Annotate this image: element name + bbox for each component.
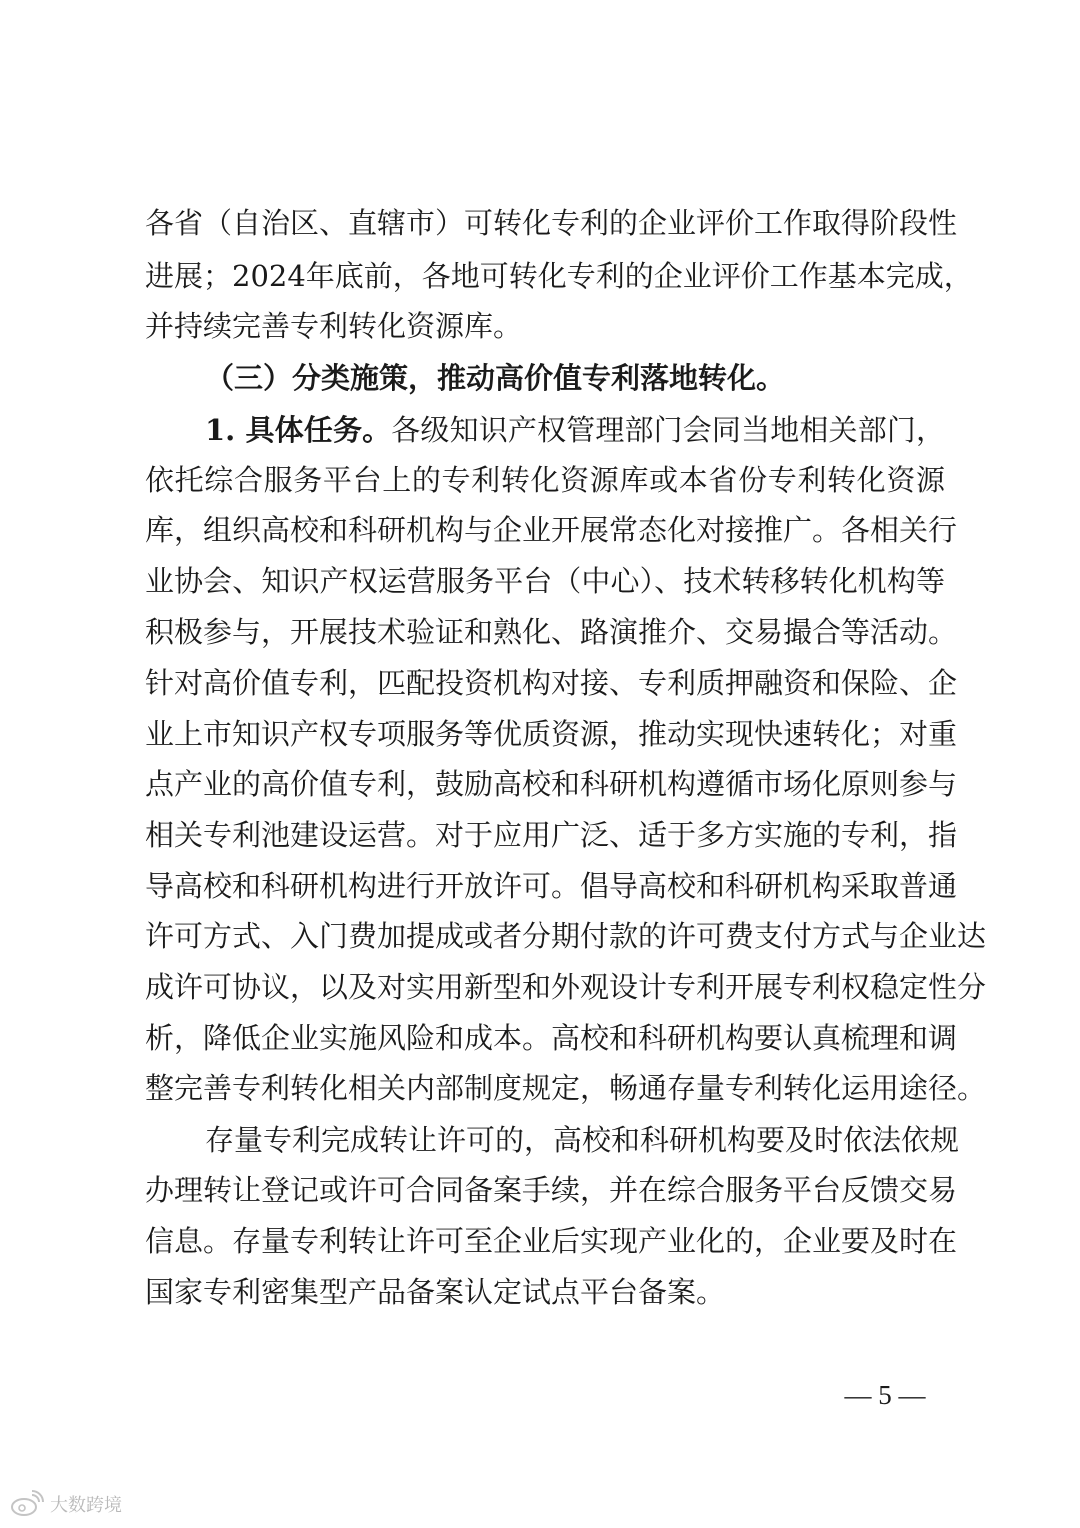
section-heading: （三）分类施策，推动高价值专利落地转化。	[205, 361, 786, 395]
page-number: — 5 —	[844, 1380, 926, 1410]
paragraph-line: 析，降低企业实施风险和成本。高校和科研机构要认真梳理和调	[145, 1021, 958, 1055]
paragraph-line: 整完善专利转化相关内部制度规定，畅通存量专利转化运用途径。	[145, 1071, 987, 1105]
task-paragraph-first-line	[205, 412, 945, 448]
paragraph-line: 存量专利完成转让许可的，高校和科研机构要及时依法依规	[205, 1123, 960, 1157]
paragraph-line: 并持续完善专利转化资源库。	[145, 309, 523, 343]
paragraph-line: 针对高价值专利，匹配投资机构对接、专利质押融资和保险、企	[145, 666, 958, 700]
paragraph-line: 国家专利密集型产品备案认定试点平台备案。	[145, 1275, 726, 1309]
paragraph-line: 许可方式、入门费加提成或者分期付款的许可费支付方式与企业达	[145, 919, 987, 953]
paragraph-line: 进展；2024年底前，各地可转化专利的企业评价工作基本完成，	[145, 259, 973, 293]
paragraph-line: 库，组织高校和科研机构与企业开展常态化对接推广。各相关行	[145, 513, 958, 547]
paragraph-line: 业上市知识产权专项服务等优质资源，推动实现快速转化；对重	[145, 717, 958, 751]
paragraph-line: 相关专利池建设运营。对于应用广泛、适于多方实施的专利，指	[145, 818, 958, 852]
paragraph-line: 信息。存量专利转让许可至企业后实现产业化的，企业要及时在	[145, 1224, 958, 1258]
paragraph-line: 业协会、知识产权运营服务平台（中心）、技术转移转化机构等	[145, 564, 945, 598]
paragraph-line: 各省（自治区、直辖市）可转化专利的企业评价工作取得阶段性	[145, 206, 958, 240]
paragraph-line: 成许可协议，以及对实用新型和外观设计专利开展专利权稳定性分	[145, 970, 987, 1004]
paragraph-line: 依托综合服务平台上的专利转化资源库或本省份专利转化资源	[145, 463, 945, 497]
paragraph-line: 点产业的高价值专利，鼓励高校和科研机构遵循市场化原则参与	[145, 767, 958, 801]
weibo-logo-icon	[10, 1490, 44, 1518]
paragraph-line: 导高校和科研机构进行开放许可。倡导高校和科研机构采取普通	[145, 869, 958, 903]
task-paragraph-text: 各级知识产权管理部门会同当地相关部门，	[391, 413, 945, 447]
watermark-text: 大数跨境	[50, 1495, 122, 1516]
task-heading: 1. 具体任务。	[205, 413, 392, 447]
paragraph-line: 积极参与，开展技术验证和熟化、路演推介、交易撮合等活动。	[145, 615, 958, 649]
paragraph-line: 办理转让登记或许可合同备案手续，并在综合服务平台反馈交易	[145, 1173, 958, 1207]
watermark	[10, 1488, 122, 1520]
